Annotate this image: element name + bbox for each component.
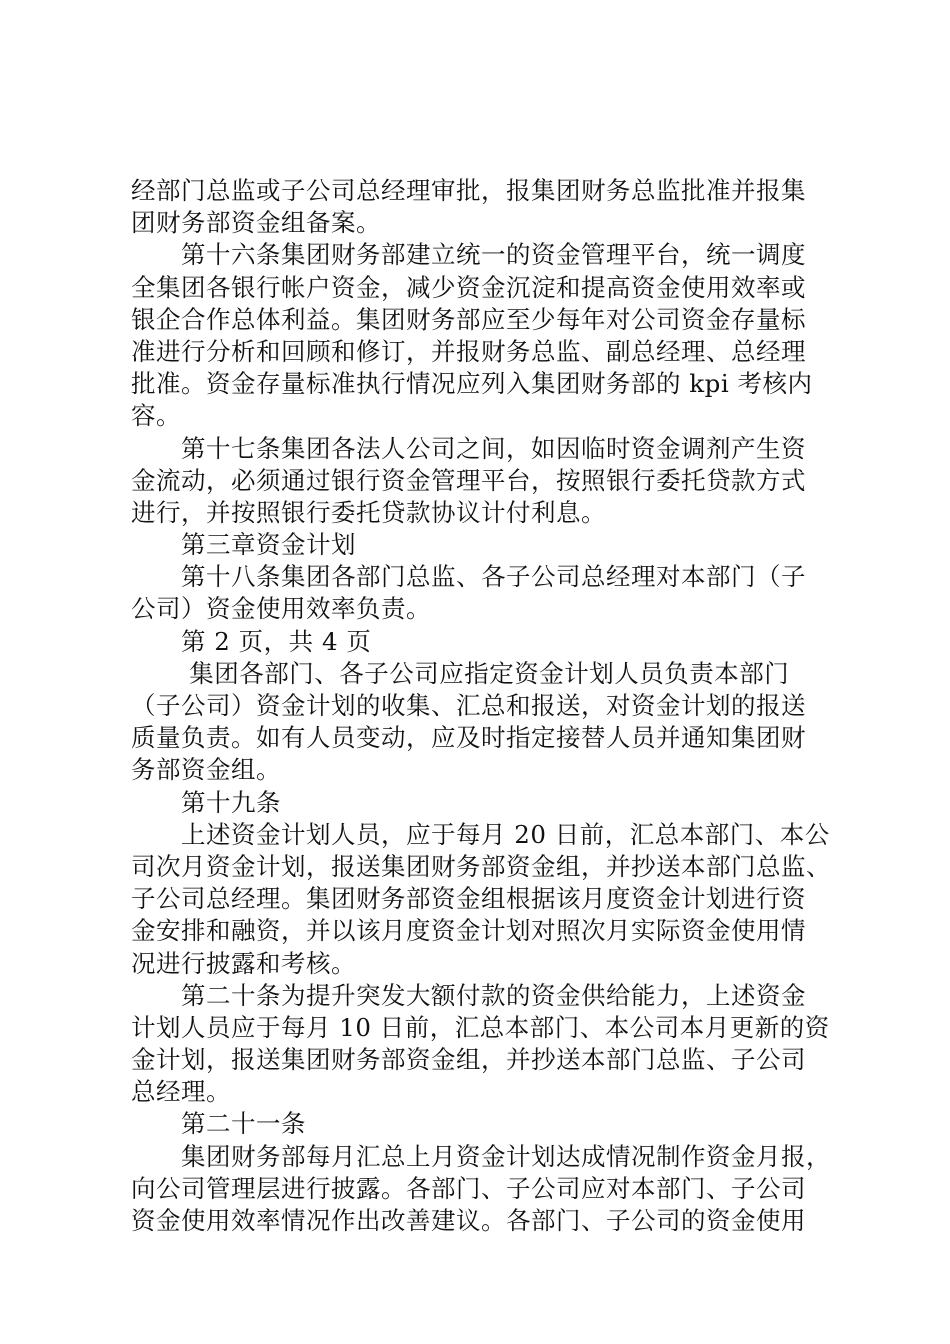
text-line: 质量负责。如有人员变动，应及时指定接替人员并通知集团财 xyxy=(131,723,806,753)
text-line: 资金使用效率情况作出改善建议。各部门、子公司的资金使用 xyxy=(131,1206,806,1235)
text-line: 银企合作总体利益。集团财务部应至少每年对公司资金存量标 xyxy=(131,304,806,334)
text-line: 金计划，报送集团财务部资金组，并抄送本部门总监、子公司 xyxy=(131,1045,806,1075)
text-line: 总经理。 xyxy=(131,1077,231,1107)
text-line: （子公司）资金计划的收集、汇总和报送，对资金计划的报送 xyxy=(131,691,806,720)
text-line: 团财务部资金组备案。 xyxy=(131,208,381,238)
text-line: 进行，并按照银行委托贷款协议计付利息。 xyxy=(131,497,606,527)
text-line: 经部门总监或子公司总经理审批，报集团财务总监批准并报集 xyxy=(131,176,806,205)
text-line: 集团各部门、各子公司应指定资金计划人员负责本部门 xyxy=(131,658,790,688)
text-line: 第十八条集团各部门总监、各子公司总经理对本部门（子 xyxy=(131,562,806,592)
text-line: 司次月资金计划，报送集团财务部资金组，并抄送本部门总监、 xyxy=(131,851,831,881)
text-line: 务部资金组。 xyxy=(131,755,281,785)
text-line: 集团财务部每月汇总上月资金计划达成情况制作资金月报， xyxy=(131,1141,831,1171)
chapter-heading: 第三章资金计划 xyxy=(131,530,356,560)
text-line: 上述资金计划人员，应于每月 20 日前，汇总本部门、本公 xyxy=(131,819,830,849)
text-line: 第二十条为提升突发大额付款的资金供给能力，上述资金 xyxy=(131,980,806,1010)
article-heading: 第十九条 xyxy=(131,787,281,817)
text-line: 第十六条集团财务部建立统一的资金管理平台，统一调度 xyxy=(131,240,806,270)
text-line: 容。 xyxy=(131,401,181,431)
text-line: 公司）资金使用效率负责。 xyxy=(131,594,431,624)
document-body xyxy=(131,175,831,1237)
text-line: 子公司总经理。集团财务部资金组根据该月度资金计划进行资 xyxy=(131,884,806,914)
text-line: 金安排和融资，并以该月度资金计划对照次月实际资金使用情 xyxy=(131,916,806,946)
text-line: 况进行披露和考核。 xyxy=(131,948,356,978)
text-line: 向公司管理层进行披露。各部门、子公司应对本部门、子公司 xyxy=(131,1173,806,1203)
text-line: 准进行分析和回顾和修订，并报财务总监、副总经理、总经理 xyxy=(131,336,806,366)
text-line: 计划人员应于每月 10 日前，汇总本部门、本公司本月更新的资 xyxy=(131,1012,830,1042)
text-line: 批准。资金存量标准执行情况应列入集团财务部的 kpi 考核内 xyxy=(131,369,813,399)
text-line: 第十七条集团各法人公司之间，如因临时资金调剂产生资 xyxy=(131,433,806,463)
text-line: 全集团各银行帐户资金，减少资金沉淀和提高资金使用效率或 xyxy=(131,272,806,302)
page-number-marker: 第 2 页，共 4 页 xyxy=(131,626,372,656)
article-heading: 第二十一条 xyxy=(131,1109,306,1139)
text-line: 金流动，必须通过银行资金管理平台，按照银行委托贷款方式 xyxy=(131,465,806,495)
